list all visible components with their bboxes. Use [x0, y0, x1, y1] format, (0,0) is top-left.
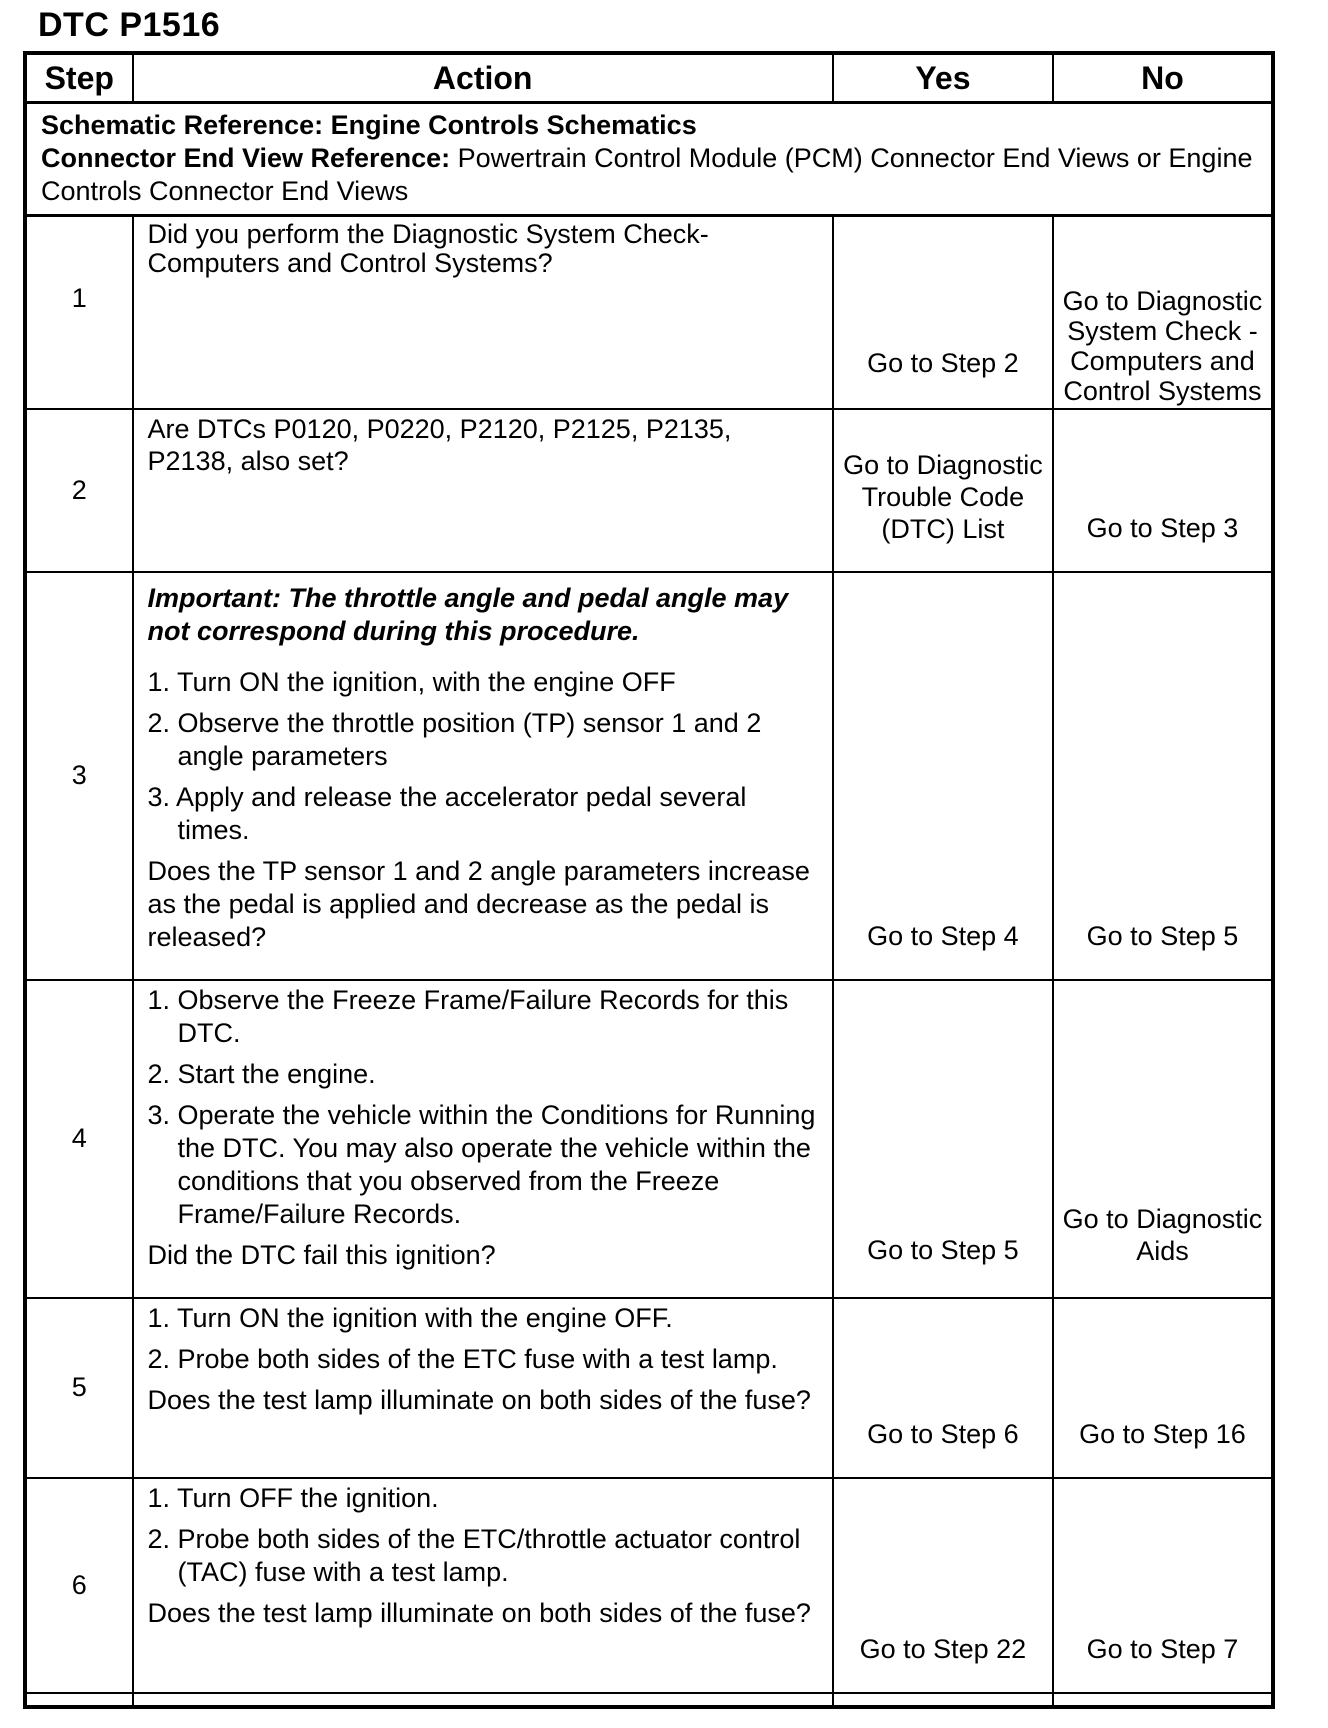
- action-cell: [133, 1693, 833, 1707]
- table-row: [25, 1298, 1273, 1478]
- connector-reference-text: Powertrain Control Module (PCM) Connector End Views or Engine Controls Connector End Views: [41, 143, 1253, 206]
- action-cell: [133, 572, 833, 980]
- diagnostic-table: [23, 51, 1275, 1709]
- question-text: Does the test lamp illuminate on both sides of the fuse?: [147, 1597, 811, 1628]
- no-result: Go to Diagnostic Aids: [1053, 980, 1273, 1298]
- important-note: Important: The throttle angle and pedal angle may not correspond during this procedure.: [147, 582, 789, 646]
- step-number: 6: [25, 1478, 133, 1693]
- question-text: Did the DTC fail this ignition?: [147, 1239, 496, 1270]
- list-item: 2. Probe both sides of the ETC fuse with a test lamp.: [147, 1343, 778, 1374]
- table-row: [25, 1693, 1273, 1707]
- table-row: [25, 1478, 1273, 1693]
- yes-result: Go to Step 6: [833, 1298, 1053, 1478]
- list-item: 2. Start the engine.: [147, 1058, 376, 1089]
- yes-result: Go to Diagnostic Trouble Code (DTC) List: [833, 409, 1053, 572]
- action-cell: [133, 1478, 833, 1693]
- no-result: Go to Diagnostic System Check - Computers and Control Systems: [1053, 216, 1273, 409]
- step-number: 4: [25, 980, 133, 1298]
- no-result: Go to Step 16: [1053, 1298, 1273, 1478]
- table-row: [25, 409, 1273, 572]
- list-item: 2. Observe the throttle position (TP) sensor 1 and 2 angle parameters: [147, 707, 762, 771]
- question-text: Does the TP sensor 1 and 2 angle parameters increase as the pedal is applied and decrease as the pedal is released?: [147, 855, 810, 952]
- yes-result: Go to Step 2: [833, 216, 1053, 409]
- list-item: 1. Turn ON the ignition, with the engine OFF: [147, 666, 676, 697]
- step-number: 2: [25, 409, 133, 572]
- header-row: [25, 53, 1273, 103]
- header-action: Action: [133, 53, 833, 103]
- no-result: [1053, 1693, 1273, 1707]
- yes-result: [833, 1693, 1053, 1707]
- connector-reference-label: Connector End View Reference:: [41, 143, 451, 173]
- header-step: Step: [25, 53, 133, 103]
- action-cell: [133, 980, 833, 1298]
- question-text: Does the test lamp illuminate on both sides of the fuse?: [147, 1384, 811, 1415]
- action-cell: [133, 216, 833, 409]
- header-no: No: [1053, 53, 1273, 103]
- list-item: 1. Observe the Freeze Frame/Failure Records for this DTC.: [147, 984, 789, 1048]
- table-row: [25, 572, 1273, 980]
- no-result: Go to Step 7: [1053, 1478, 1273, 1693]
- list-item: 3. Operate the vehicle within the Conditions for Running the DTC. You may also operate the vehicle within the conditions that you observed from the Freeze Frame/Failure Records.: [147, 1099, 816, 1229]
- reference-row: [25, 103, 1273, 216]
- list-item: 1. Turn ON the ignition with the engine OFF.: [147, 1302, 673, 1333]
- step-number: 5: [25, 1298, 133, 1478]
- list-item: 2. Probe both sides of the ETC/throttle actuator control (TAC) fuse with a test lamp.: [147, 1523, 801, 1587]
- yes-result: Go to Step 4: [833, 572, 1053, 980]
- question-text: Did you perform the Diagnostic System Check-Computers and Control Systems?: [147, 219, 709, 278]
- step-number: 3: [25, 572, 133, 980]
- question-text: Are DTCs P0120, P0220, P2120, P2125, P2135, P2138, also set?: [147, 413, 732, 476]
- header-yes: Yes: [833, 53, 1053, 103]
- table-row: [25, 216, 1273, 409]
- table-row: [25, 980, 1273, 1298]
- step-number: [25, 1693, 133, 1707]
- no-result: Go to Step 5: [1053, 572, 1273, 980]
- yes-result: Go to Step 5: [833, 980, 1053, 1298]
- step-number: 1: [25, 216, 133, 409]
- yes-result: Go to Step 22: [833, 1478, 1053, 1693]
- action-cell: [133, 1298, 833, 1478]
- schematic-reference: Schematic Reference: Engine Controls Schematics: [41, 110, 697, 140]
- list-item: 1. Turn OFF the ignition.: [147, 1482, 439, 1513]
- connector-reference: [41, 142, 1257, 208]
- list-item: 3. Apply and release the accelerator pedal several times.: [147, 781, 747, 845]
- reference-cell: [25, 103, 1273, 216]
- no-result: Go to Step 3: [1053, 409, 1273, 572]
- page-title: DTC P1516: [38, 6, 221, 44]
- action-cell: [133, 409, 833, 572]
